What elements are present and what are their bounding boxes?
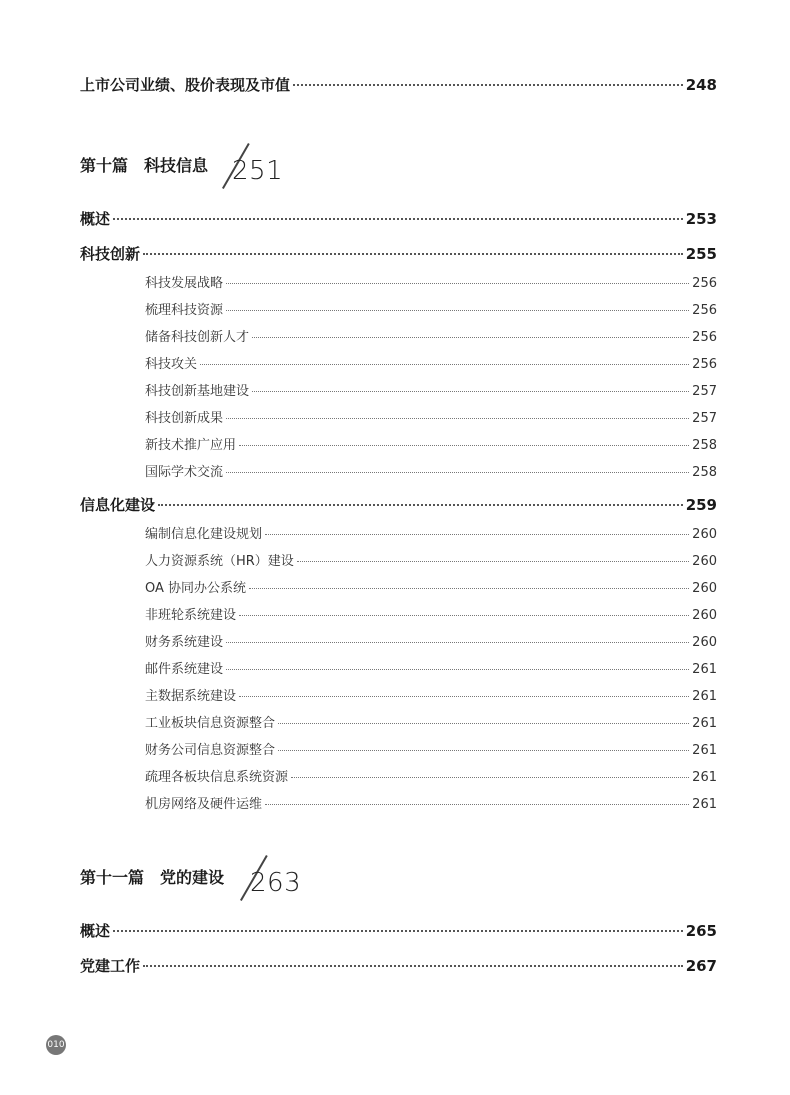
toc-entry-label: 科技创新 <box>80 245 141 263</box>
toc-entry[interactable] <box>80 208 717 229</box>
page-number-badge: 010 <box>46 1035 66 1055</box>
dot-leader <box>252 391 689 392</box>
dot-leader <box>226 310 689 311</box>
toc-subentry-label: 储备科技创新人才 <box>145 330 250 345</box>
toc-entry-page: 248 <box>685 76 717 94</box>
toc-subentry-page: 258 <box>692 465 717 480</box>
toc-subentry-page: 256 <box>692 357 717 372</box>
toc-subentry[interactable] <box>145 380 717 399</box>
toc-subentry[interactable] <box>145 604 717 623</box>
toc-entry[interactable] <box>80 920 717 941</box>
dot-leader <box>143 253 683 255</box>
dot-leader <box>226 418 689 419</box>
toc-subentry-page: 260 <box>692 608 717 623</box>
toc-subentry[interactable] <box>145 766 717 785</box>
toc-subentry[interactable] <box>145 407 717 426</box>
toc-subentry[interactable] <box>145 326 717 345</box>
dot-leader <box>278 723 689 724</box>
toc-subentry-label: 财务公司信息资源整合 <box>145 743 276 758</box>
toc-subentry-page: 257 <box>692 411 717 426</box>
dot-leader <box>158 504 683 506</box>
toc-subentry-page: 256 <box>692 276 717 291</box>
toc-entry[interactable] <box>80 955 717 976</box>
toc-subentry-label: 科技发展战略 <box>145 276 224 291</box>
toc-subentry-page: 260 <box>692 635 717 650</box>
toc-subentry-label: 科技攻关 <box>145 357 198 372</box>
part-heading <box>80 138 300 188</box>
part-title: 第十篇 科技信息 <box>80 156 209 175</box>
toc-subentry[interactable] <box>145 712 717 731</box>
toc-subentry[interactable] <box>145 550 717 569</box>
toc-entry[interactable] <box>80 74 717 95</box>
part-page: 263 <box>250 868 302 898</box>
dot-leader <box>113 930 683 932</box>
dot-leader <box>291 777 689 778</box>
toc-subentry-page: 260 <box>692 554 717 569</box>
dot-leader <box>297 561 689 562</box>
part-title: 第十一篇 党的建设 <box>80 868 225 887</box>
toc-subentry-label: 机房网络及硬件运维 <box>145 797 263 812</box>
dot-leader <box>265 804 689 805</box>
dot-leader <box>200 364 689 365</box>
dot-leader <box>226 642 689 643</box>
toc-entry[interactable] <box>80 243 717 264</box>
dot-leader <box>293 84 683 86</box>
dot-leader <box>226 669 689 670</box>
toc-entry-page: 267 <box>685 957 717 975</box>
toc-entry-label: 概述 <box>80 922 111 940</box>
toc-subentry[interactable] <box>145 577 717 596</box>
toc-subentry-label: 新技术推广应用 <box>145 438 237 453</box>
toc-entry-label: 党建工作 <box>80 957 141 975</box>
toc-entry-page: 255 <box>685 245 717 263</box>
toc-entry-page: 259 <box>685 496 717 514</box>
toc-entry-page: 265 <box>685 922 717 940</box>
dot-leader <box>113 218 683 220</box>
toc-subentry-page: 261 <box>692 716 717 731</box>
toc-subentry[interactable] <box>145 523 717 542</box>
part-heading <box>80 850 320 900</box>
dot-leader <box>278 750 689 751</box>
toc-subentry[interactable] <box>145 299 717 318</box>
toc-subentry[interactable] <box>145 353 717 372</box>
toc-subentry-label: 工业板块信息资源整合 <box>145 716 276 731</box>
toc-entry-page: 253 <box>685 210 717 228</box>
toc-subentry-label: 梳理科技资源 <box>145 303 224 318</box>
toc-subentry-page: 261 <box>692 743 717 758</box>
dot-leader <box>239 696 689 697</box>
toc-subentry-label: 主数据系统建设 <box>145 689 237 704</box>
dot-leader <box>239 445 689 446</box>
dot-leader <box>265 534 689 535</box>
toc-subentry-label: 国际学术交流 <box>145 465 224 480</box>
dot-leader <box>143 965 683 967</box>
dot-leader <box>252 337 689 338</box>
toc-subentry-page: 257 <box>692 384 717 399</box>
dot-leader <box>239 615 689 616</box>
toc-entry[interactable] <box>80 494 717 515</box>
toc-subentry[interactable] <box>145 793 717 812</box>
dot-leader <box>249 588 689 589</box>
toc-subentry-label: 人力资源系统（HR）建设 <box>145 554 294 569</box>
toc-subentry[interactable] <box>145 685 717 704</box>
toc-subentry-label: 科技创新基地建设 <box>145 384 250 399</box>
dot-leader <box>226 472 689 473</box>
toc-subentry[interactable] <box>145 739 717 758</box>
toc-subentry-page: 258 <box>692 438 717 453</box>
toc-entry-label: 信息化建设 <box>80 496 156 514</box>
dot-leader <box>226 283 689 284</box>
part-page: 251 <box>232 156 284 186</box>
toc-subentry[interactable] <box>145 631 717 650</box>
toc-subentry-page: 261 <box>692 662 717 677</box>
toc-subentry[interactable] <box>145 658 717 677</box>
toc-subentry[interactable] <box>145 461 717 480</box>
toc-subentry-page: 261 <box>692 797 717 812</box>
toc-subentry[interactable] <box>145 272 717 291</box>
toc-entry-label: 上市公司业绩、股价表现及市值 <box>80 76 291 94</box>
toc-subentry[interactable] <box>145 434 717 453</box>
toc-subentry-label: OA 协同办公系统 <box>145 581 247 596</box>
toc-subentry-label: 疏理各板块信息系统资源 <box>145 770 289 785</box>
toc-subentry-label: 邮件系统建设 <box>145 662 224 677</box>
toc-subentry-page: 256 <box>692 303 717 318</box>
toc-subentry-page: 260 <box>692 527 717 542</box>
toc-subentry-page: 260 <box>692 581 717 596</box>
toc-entry-label: 概述 <box>80 210 111 228</box>
toc-subentry-page: 261 <box>692 689 717 704</box>
toc-subentry-label: 科技创新成果 <box>145 411 224 426</box>
toc-subentry-label: 编制信息化建设规划 <box>145 527 263 542</box>
toc-subentry-page: 256 <box>692 330 717 345</box>
toc-subentry-page: 261 <box>692 770 717 785</box>
toc-subentry-label: 非班轮系统建设 <box>145 608 237 623</box>
toc-subentry-label: 财务系统建设 <box>145 635 224 650</box>
